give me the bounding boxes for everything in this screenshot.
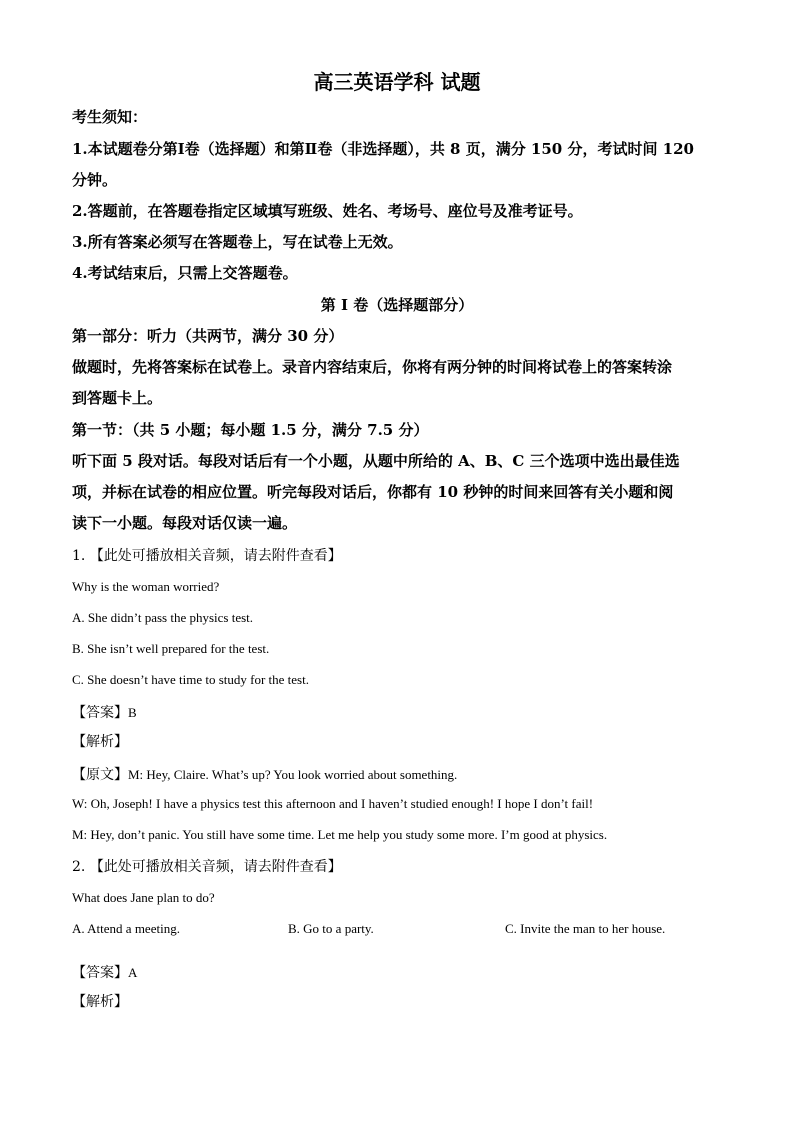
q1-analysis-label: 【解析】 <box>72 734 128 750</box>
q2-header: 2. 【此处可播放相关音频，请去附件查看】 <box>72 859 342 875</box>
q2-option-b: B. Go to a party. <box>288 921 374 936</box>
q2-option-a: A. Attend a meeting. <box>72 921 180 936</box>
part1-heading: 第一部分：听力（共两节，满分 30 分） <box>72 327 344 345</box>
q1-answer-label: 【答案】 <box>72 705 128 721</box>
q1-option-c: C. She doesn’t have time to study for the test. <box>72 672 309 687</box>
q1-transcript-line-1 <box>72 766 457 782</box>
q1-answer <box>72 704 137 720</box>
section-title: 第 I 卷（选择题部分） <box>320 296 474 314</box>
q2-answer-value: A <box>128 965 138 980</box>
section1-instruction-line-3: 读下一小题。每段对话仅读一遍。 <box>72 514 298 532</box>
q2-answer-label: 【答案】 <box>72 965 128 981</box>
q1-answer-value: B <box>128 705 137 720</box>
section1-heading: 第一节：（共 5 小题；每小题 1.5 分，满分 7.5 分） <box>72 421 429 439</box>
section1-instruction-line-2: 项，并标在试卷的相应位置。听完每段对话后，你都有 10 秒钟的时间来回答有关小题和阅 <box>72 483 674 501</box>
notice-item-2: 2.答题前，在答题卷指定区域填写班级、姓名、考场号、座位号及准考证号。 <box>72 202 583 220</box>
q1-transcript-label: 【原文】 <box>72 767 128 783</box>
page-title: 高三英语学科 试题 <box>313 70 481 94</box>
section1-instruction-line-1: 听下面 5 段对话。每段对话后有一个小题，从题中所给的 A、B、C 三个选项中选出最佳选 <box>72 452 680 470</box>
q2-answer <box>72 964 137 980</box>
notice-item-3: 3.所有答案必须写在答题卷上，写在试卷上无效。 <box>72 233 403 251</box>
notice-item-1-line-2: 分钟。 <box>72 171 118 189</box>
notice-item-1-line-1: 1.本试题卷分第Ⅰ卷（选择题）和第Ⅱ卷（非选择题），共 8 页，满分 150 分，考试时间 120 <box>72 140 694 158</box>
part1-instruction-line-2: 到答题卡上。 <box>72 389 163 407</box>
q1-option-b: B. She isn’t well prepared for the test. <box>72 641 270 656</box>
q1-question: Why is the woman worried? <box>72 579 220 594</box>
q1-transcript-line-3: M: Hey, don’t panic. You still have some time. Let me help you study some more. I’m good at physics. <box>72 827 608 842</box>
q2-question: What does Jane plan to do? <box>72 890 215 905</box>
q1-header: 1. 【此处可播放相关音频，请去附件查看】 <box>72 548 342 564</box>
q1-transcript-line-2: W: Oh, Joseph! I have a physics test this afternoon and I haven’t studied enough! I hope I don’t fail! <box>72 796 594 811</box>
q2-option-c: C. Invite the man to her house. <box>505 921 666 936</box>
q2-analysis-label: 【解析】 <box>72 994 128 1010</box>
notice-item-4: 4.考试结束后，只需上交答题卷。 <box>72 264 298 282</box>
notice-heading: 考生须知： <box>72 108 148 126</box>
part1-instruction-line-1: 做题时，先将答案标在试卷上。录音内容结束后，你将有两分钟的时间将试卷上的答案转涂 <box>72 358 673 376</box>
q1-transcript-text-1: M: Hey, Claire. What’s up? You look worried about something. <box>128 767 458 782</box>
q1-option-a: A. She didn’t pass the physics test. <box>72 610 254 625</box>
